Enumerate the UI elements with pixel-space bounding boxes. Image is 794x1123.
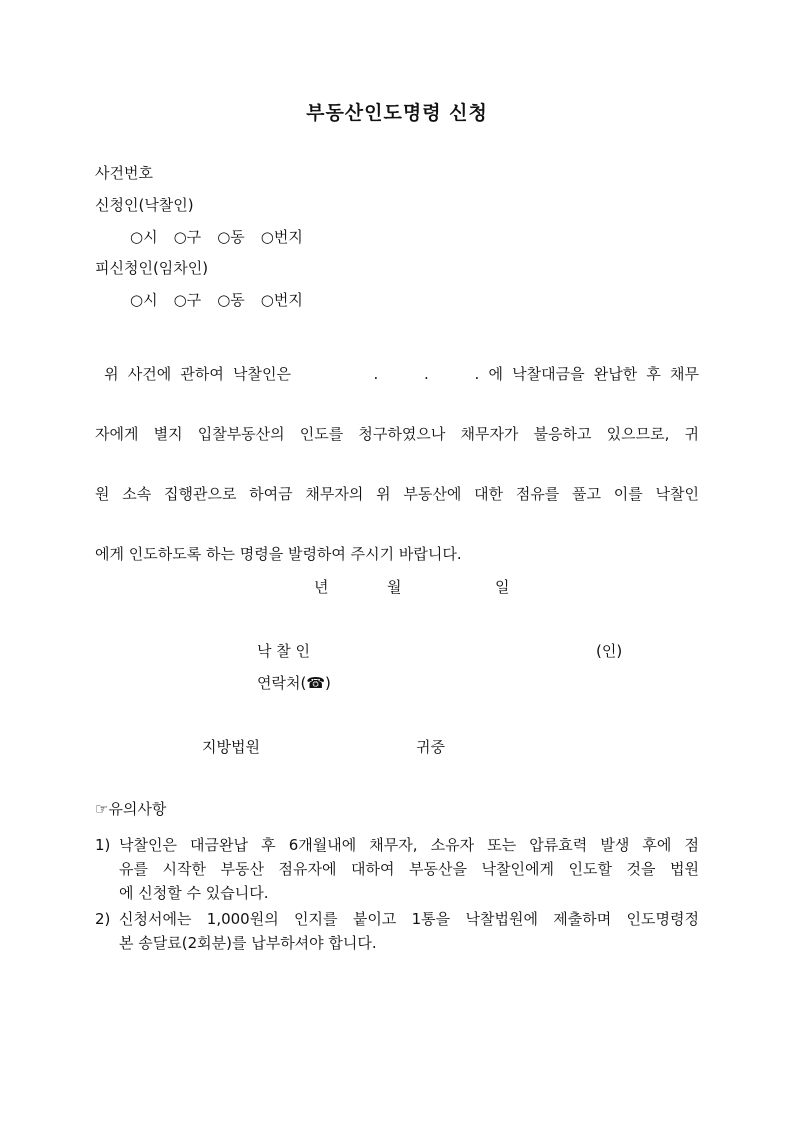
- respondent-label: 피신청인(임차인): [95, 259, 209, 277]
- applicant-address: [130, 230, 303, 245]
- applicant-label: 신청인(낙찰인): [95, 196, 194, 214]
- seal-mark: (인): [596, 642, 623, 660]
- court-name: 지방법원: [202, 738, 260, 756]
- note-number: 1): [95, 836, 111, 854]
- note-line: 낙찰인은 대금완납 후 6개월내에 채무자, 소유자 또는 압류효력 발생 후에 점: [119, 836, 699, 854]
- respondent-address-city: ○시: [130, 291, 158, 309]
- notes-list: [95, 833, 699, 957]
- applicant-address-lot: ○번지: [260, 228, 303, 246]
- case-number-label: 사건번호: [95, 164, 153, 182]
- document-title: 부동산인도명령 신청: [306, 102, 488, 124]
- contact-label: 연락처(☎): [257, 674, 331, 692]
- applicant-address-dong: ○동: [217, 228, 245, 246]
- note-line: 에 신청할 수 있습니다.: [119, 884, 269, 902]
- note-line: 본 송달료(2회분)를 납부하셔야 합니다.: [119, 934, 377, 952]
- body-line: 위 사건에 관하여 낙찰인은 . . . 에 낙찰대금을 완납한 후 채무: [95, 365, 699, 383]
- date-day: 일: [495, 578, 510, 596]
- respondent-address-lot: ○번지: [260, 291, 303, 309]
- body-line: 자에게 별지 입찰부동산의 인도를 청구하였으나 채무자가 불응하고 있으므로, 귀: [95, 425, 699, 443]
- body-line: 원 소속 집행관으로 하여금 채무자의 위 부동산에 대한 점유를 풀고 이를 낙찰인: [95, 485, 699, 503]
- request-body: [95, 364, 699, 604]
- date-year: 년: [314, 578, 329, 596]
- note-number: 2): [95, 910, 111, 928]
- applicant-address-district: ○구: [173, 228, 202, 246]
- note-line: 유를 시작한 부동산 점유자에 대하여 부동산을 낙찰인에게 인도할 것을 법원: [119, 860, 699, 878]
- date-month: 월: [387, 578, 402, 596]
- body-line: 에게 인도하도록 하는 명령을 발령하여 주시기 바랍니다.: [95, 545, 462, 563]
- note-line: 신청서에는 1,000원의 인지를 붙이고 1통을 낙찰법원에 제출하며 인도명령정: [119, 910, 699, 928]
- note-item: [95, 833, 699, 905]
- notes-heading: ☞유의사항: [95, 800, 167, 818]
- court-honorific: 귀중: [416, 738, 445, 756]
- respondent-address-dong: ○동: [217, 291, 245, 309]
- applicant-address-city: ○시: [130, 228, 158, 246]
- bidder-label: 낙 찰 인: [257, 642, 311, 660]
- respondent-address: [130, 293, 303, 308]
- respondent-address-district: ○구: [173, 291, 202, 309]
- note-item: [95, 907, 699, 955]
